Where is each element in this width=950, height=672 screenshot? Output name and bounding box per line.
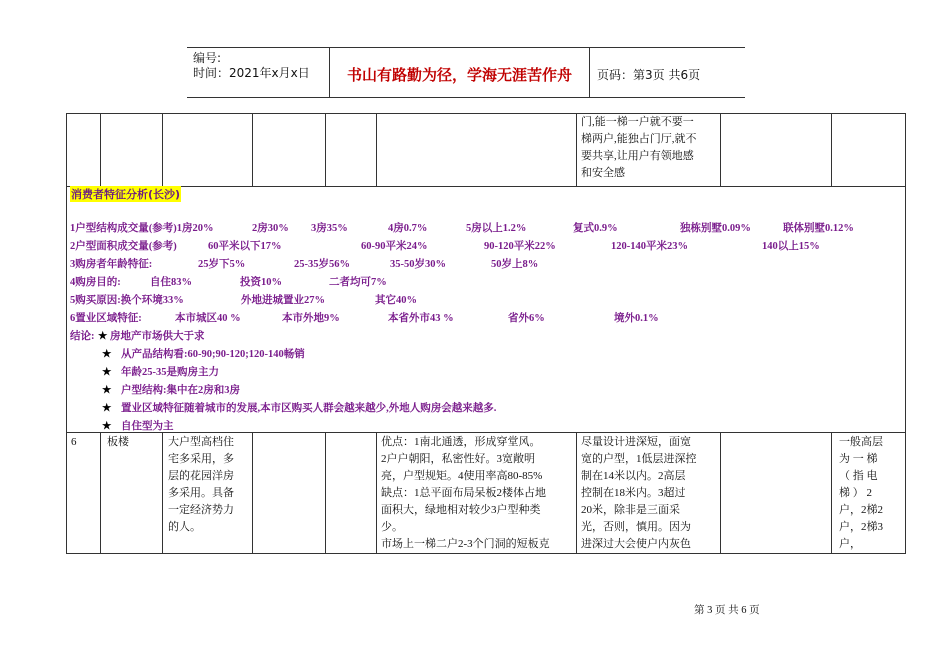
col-divider	[831, 432, 832, 554]
stat-item: 3房35%	[311, 223, 348, 234]
star-icon: ★	[102, 385, 112, 396]
top-row-advice	[581, 114, 697, 182]
text-line: 2户户朝阳，私密性好。3宽敞明	[381, 453, 535, 465]
text-line: 一定经济势力	[168, 504, 234, 516]
col-divider	[100, 114, 101, 187]
stat-item: 2房30%	[252, 223, 289, 234]
text-line: 大户型高档住	[168, 436, 234, 448]
col-divider	[325, 432, 326, 554]
stat-item: 外地进城置业27%	[241, 295, 325, 306]
stat-row	[70, 238, 900, 256]
stat-item: 1户型结构成交量(参考)1房20%	[70, 223, 214, 234]
stat-item: 其它40%	[375, 295, 417, 306]
text-line: 进深过大会使户内灰色	[581, 538, 691, 550]
stat-item: 140以上15%	[762, 241, 820, 252]
stat-item: 本市外地9%	[282, 313, 340, 324]
conclusion-item: 户型结构:集中在2房和3房	[121, 385, 240, 396]
conclusion-item: 房地产市场供大于求	[110, 331, 205, 342]
text-line: 和安全感	[581, 167, 625, 179]
stat-row	[70, 274, 900, 292]
text-line: 门,能一梯一户就不要一	[581, 116, 694, 128]
conclusion-row	[70, 400, 900, 418]
stat-item: 二者均可7%	[329, 277, 387, 288]
star-icon: ★	[102, 349, 112, 360]
col-divider	[325, 114, 326, 187]
text-line: 制在14米以内。2高层	[581, 470, 686, 482]
target-buyers	[168, 434, 248, 536]
col-divider	[831, 114, 832, 187]
stat-row	[70, 256, 900, 274]
text-line: 一般高层	[839, 436, 883, 448]
star-icon: ★	[98, 331, 108, 342]
conclusion-item: 年龄25-35是购房主力	[121, 367, 219, 378]
page-header	[187, 47, 745, 98]
conclusion-label: 结论:	[70, 331, 95, 342]
stat-item: 独栋别墅0.09%	[680, 223, 751, 234]
pros-cons	[381, 434, 575, 553]
col-divider	[162, 114, 163, 187]
stat-item: 4房0.7%	[388, 223, 428, 234]
text-line: 缺点：1总平面布局呆板2楼体占地	[381, 487, 546, 499]
row-divider	[67, 432, 905, 433]
conclusion-row	[70, 346, 900, 364]
row-divider	[67, 186, 905, 187]
conclusion-row	[70, 382, 900, 400]
header-meta	[193, 51, 310, 81]
stat-item: 5房以上1.2%	[466, 223, 527, 234]
stat-item: 60-90平米24%	[361, 241, 428, 252]
section-title: 消费者特征分析(长沙)	[71, 188, 181, 201]
stat-item: 25岁下5%	[198, 259, 246, 270]
header-divider	[589, 48, 590, 97]
conclusion-item: 置业区域特征随着城市的发展,本市区购买人群会越来越少,外地人购房会越来越多.	[121, 403, 497, 414]
col-divider	[376, 114, 377, 187]
text-line: 亮，户型规矩。4使用率高80-85%	[381, 470, 543, 482]
stat-row	[70, 220, 900, 238]
design-advice	[581, 434, 719, 553]
text-line: 光，否则，慎用。因为	[581, 521, 691, 533]
text-line: 多采用。具备	[168, 487, 234, 499]
stat-item: 120-140平米23%	[611, 241, 688, 252]
star-icon: ★	[102, 367, 112, 378]
page-label: 页码：第3页 共6页	[597, 68, 701, 82]
time-label: 时间：2021年x月x日	[193, 66, 310, 80]
col-divider	[162, 432, 163, 554]
text-line: 为 一 梯	[839, 453, 878, 465]
text-line: 控制在18米内。3超过	[581, 487, 686, 499]
stat-item: 5购买原因:换个环境33%	[70, 295, 184, 306]
text-line: 户，2梯2	[839, 504, 883, 516]
stat-item: 境外0.1%	[614, 313, 659, 324]
analysis-table	[66, 113, 906, 554]
stat-item: 2户型面积成交量(参考)	[70, 241, 177, 252]
stat-item: 复式0.9%	[573, 223, 618, 234]
text-line: 20米，除非是三面采	[581, 504, 680, 516]
col-divider	[100, 432, 101, 554]
text-line: 宽的户型，1低层进深控	[581, 453, 697, 465]
stair-config	[839, 434, 901, 553]
text-line: 尽量设计进深短，面宽	[581, 436, 691, 448]
text-line: 市场上一梯二户2-3个门洞的短板克	[381, 538, 550, 550]
conclusion-item: 从产品结构看:60-90;90-120;120-140畅销	[121, 349, 305, 360]
text-line: 宅多采用，多	[168, 453, 234, 465]
star-icon: ★	[102, 403, 112, 414]
col-divider	[720, 432, 721, 554]
stat-item: 4购房目的:	[70, 277, 121, 288]
stat-item: 90-120平米22%	[484, 241, 556, 252]
col-divider	[376, 432, 377, 554]
stat-item: 投资10%	[240, 277, 282, 288]
conclusion-item: 自住型为主	[121, 421, 174, 432]
text-line: 梯两户,能独占门厅,就不	[581, 133, 697, 145]
header-motto: 书山有路勤为径，学海无涯苦作舟	[346, 66, 572, 84]
stat-item: 联体别墅0.12%	[783, 223, 854, 234]
row-number: 6	[71, 436, 77, 448]
number-label: 编号:	[193, 51, 222, 65]
star-icon: ★	[102, 421, 112, 432]
text-line: 少。	[381, 521, 403, 533]
stat-row	[70, 310, 900, 328]
page-footer: 第 3 页 共 6 页	[694, 605, 760, 616]
col-divider	[252, 114, 253, 187]
stat-item: 35-50岁30%	[390, 259, 446, 270]
stat-item: 本市城区40 %	[175, 313, 241, 324]
stat-item: 本省外市43 %	[388, 313, 454, 324]
text-line: 层的花园洋房	[168, 470, 234, 482]
conclusion-row	[70, 364, 900, 382]
stat-row	[70, 292, 900, 310]
text-line: 要共享,让用户有领地感	[581, 150, 694, 162]
col-divider	[252, 432, 253, 554]
text-line: 的人。	[168, 521, 201, 533]
text-line: 户，	[839, 538, 861, 550]
stat-item: 25-35岁56%	[294, 259, 350, 270]
col-divider	[720, 114, 721, 187]
stat-item: 50岁上8%	[491, 259, 539, 270]
text-line: 优点：1南北通透，形成穿堂风。	[381, 436, 541, 448]
col-divider	[576, 114, 577, 187]
text-line: 面积大，绿地相对较少3户型种类	[381, 504, 541, 516]
stat-item: 自住83%	[150, 277, 192, 288]
text-line: （ 指 电	[839, 470, 878, 482]
stat-item: 3购房者年龄特征:	[70, 259, 153, 270]
conclusion-row	[70, 328, 900, 346]
stat-item: 60平米以下17%	[208, 241, 282, 252]
text-line: 梯 ） 2	[839, 487, 872, 499]
col-divider	[576, 432, 577, 554]
building-type: 板楼	[107, 436, 129, 448]
stat-item: 省外6%	[508, 313, 545, 324]
text-line: 户，2梯3	[839, 521, 883, 533]
stat-item: 6置业区域特征:	[70, 313, 142, 324]
